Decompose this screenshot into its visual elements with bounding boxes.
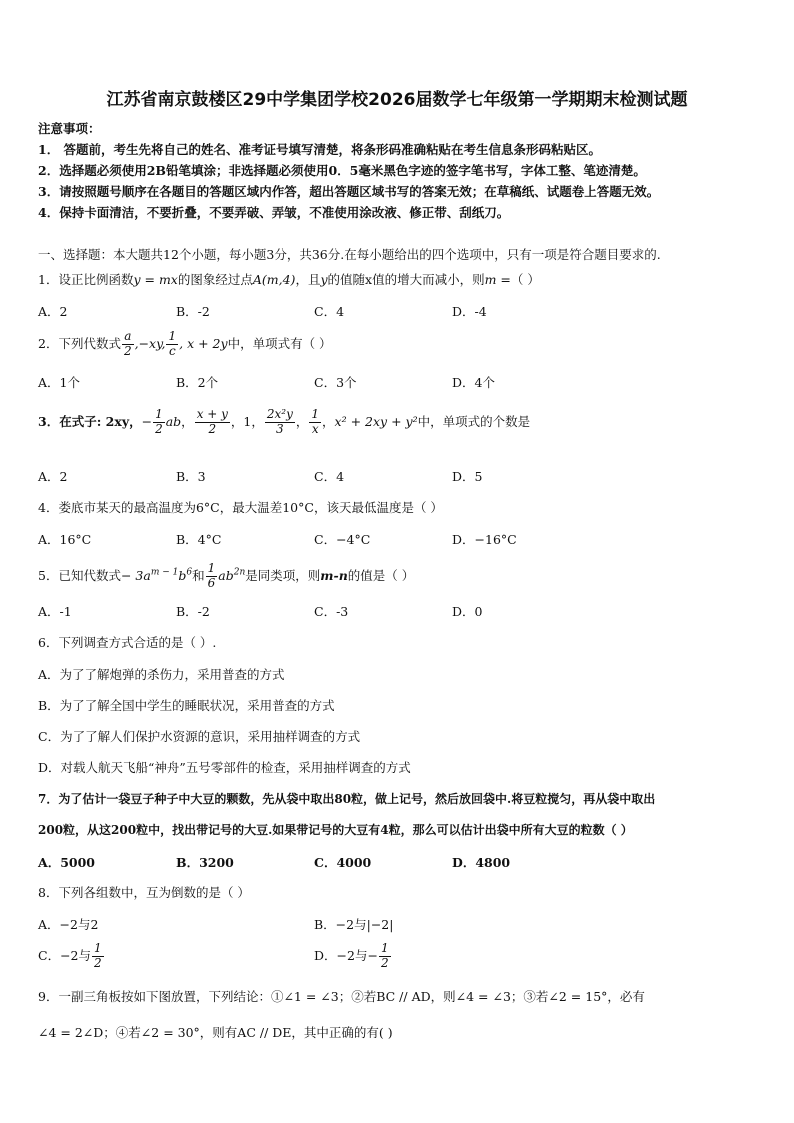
question-1	[38, 272, 540, 287]
option-a: A．2	[38, 304, 68, 319]
q2-text: 中，单项式有（ ）	[227, 335, 332, 351]
q5-text: 的值是（ ）	[347, 567, 415, 583]
q5-text: 5．已知代数式	[38, 567, 121, 583]
q2-fraction: $\frac{1}{c}$	[168, 329, 177, 358]
q1-var-y: y	[320, 272, 328, 287]
q3-sep: ，	[181, 413, 194, 429]
note-item: 3．请按照题号顺序在各题目的答题区域内作答，超出答题区域书写的答案无效；在草稿纸、试题卷上答题无效。	[38, 184, 660, 199]
option-a: A．-1	[38, 604, 72, 619]
question-4: 4．娄底市某天的最高温度为6°C，最大温差10°C，该天最低温度是（ ）	[38, 500, 443, 515]
question-6: 6．下列调查方式合适的是（ ）.	[38, 635, 217, 650]
question-5	[38, 562, 414, 591]
q3-sep: ，1，	[230, 413, 264, 429]
question-3	[38, 408, 530, 437]
note-item: 2．选择题必须使用2B铅笔填涂；非选择题必须使用0．5毫米黑色字迹的签字笔书写，字体工整、笔迹清楚。	[38, 163, 646, 178]
option-a: A．−2与2	[38, 917, 99, 932]
q5-fraction: $\frac{1}{6}$	[207, 561, 216, 590]
q3-fraction: $\frac{1}{x}$	[311, 407, 320, 436]
q1-text: ，且	[295, 272, 321, 287]
option-c	[38, 942, 105, 971]
q3-neg: −	[141, 413, 153, 429]
note-item: 4．保持卡面清洁，不要折叠，不要弄破、弄皱，不准使用涂改液、修正带、刮纸刀。	[38, 205, 510, 220]
q5-text: 是同类项，则	[245, 567, 321, 583]
option-a: A．为了了解炮弹的杀伤力，采用普查的方式	[38, 667, 285, 682]
question-7-line-1: 7．为了估计一袋豆子种子中大豆的颗数，先从袋中取出80粒，做上记号，然后放回袋中.将豆粒搅匀，再从袋中取出	[38, 792, 656, 806]
q3-fraction: $\frac{x + y}{2}$	[196, 407, 228, 436]
option-c-fraction: $\frac{1}{2}$	[94, 941, 102, 970]
q3-sep: ，	[322, 413, 335, 429]
q3-text: 3．在式子: 2xy，	[38, 413, 142, 429]
option-b: B．-2	[176, 304, 210, 319]
option-d: D．4个	[452, 375, 495, 390]
q5-expr: ab	[218, 567, 234, 583]
q1-var-m: m =	[484, 272, 511, 287]
q2-expr: , x + 2y	[179, 335, 228, 351]
q3-fraction: $\frac{\text{2x²y}}{3}$	[266, 407, 293, 436]
option-a: A．5000	[38, 855, 95, 870]
q2-text: 2．下列代数式	[38, 335, 121, 351]
option-b: B．-2	[176, 604, 210, 619]
option-d: D．0	[452, 604, 483, 619]
option-c: C．−4°C	[314, 532, 371, 547]
option-c: C．4	[314, 304, 345, 319]
option-c: C．4000	[314, 855, 372, 870]
option-b: B．3200	[176, 855, 234, 870]
option-d-fraction: $\frac{1}{2}$	[380, 941, 389, 970]
question-2	[38, 330, 332, 359]
option-b: B．4°C	[176, 532, 222, 547]
q5-mn: m-n	[320, 567, 348, 583]
q3-sep: ，	[295, 413, 309, 429]
option-b: B．2个	[176, 375, 219, 390]
q2-expr: ,−xy,	[134, 335, 166, 351]
question-8: 8．下列各组数中，互为倒数的是（ ）	[38, 885, 250, 900]
q5-expr: b	[178, 567, 187, 583]
option-b: B．−2与|−2|	[314, 917, 394, 932]
q3-expr: ab	[165, 413, 182, 429]
q3-fraction: $\frac{1}{2}$	[155, 407, 163, 436]
q1-text: 1．设正比例函数	[38, 272, 134, 287]
option-d: D．-4	[452, 304, 487, 319]
option-a: A．2	[38, 469, 68, 484]
option-c: C．3个	[314, 375, 357, 390]
q1-point: A(m,4)	[252, 272, 296, 287]
q1-text: 的值随x值的增大而减小，则	[327, 272, 485, 287]
q1-text: （ ）	[510, 272, 540, 287]
option-b: B．为了了解全国中学生的睡眠状况，采用普查的方式	[38, 698, 335, 713]
q5-exp: m − 1	[150, 567, 179, 578]
option-d-label: D．−2与−	[314, 947, 378, 963]
option-c: C．4	[314, 469, 345, 484]
q5-expr: − 3a	[120, 567, 151, 583]
option-c: C．-3	[314, 604, 349, 619]
option-a: A．1个	[38, 375, 80, 390]
question-9-line-2: ∠4 = 2∠D；④若∠2 = 30°，则有AC // DE，其中正确的有( )	[38, 1025, 393, 1040]
section-heading: 一、选择题：本大题共12个小题，每小题3分，共36分.在每小题给出的四个选项中，只有一项是符合题目要求的.	[38, 247, 661, 262]
q1-function: y = mx	[133, 272, 178, 287]
notes-heading: 注意事项：	[38, 121, 101, 136]
option-c-label: C．−2与	[38, 947, 91, 963]
q5-and: 和	[192, 567, 205, 583]
exam-title: 江苏省南京鼓楼区29中学集团学校2026届数学七年级第一学期期末检测试题	[106, 90, 688, 110]
question-7-line-2: 200粒，从这200粒中，找出带记号的大豆.如果带记号的大豆有4粒，那么可以估计出袋中所有大豆的粒数（ ）	[38, 823, 633, 837]
option-a: A．16°C	[38, 532, 92, 547]
q3-text: 中，单项式的个数是	[417, 413, 531, 429]
note-item: 1． 答题前，考生先将自己的姓名、准考证号填写清楚，将条形码准确粘贴在考生信息条形码粘贴区。	[38, 142, 602, 157]
option-b: B．3	[176, 469, 206, 484]
option-d: D．5	[452, 469, 483, 484]
question-9-line-1: 9．一副三角板按如下图放置，下列结论：①∠1 = ∠3；②若BC // AD，则∠4 = ∠3；③若∠2 = 15°，必有	[38, 989, 645, 1004]
option-d: D．4800	[452, 855, 511, 870]
option-d	[314, 942, 392, 971]
q2-fraction: $\frac{a}{2}$	[123, 329, 132, 358]
q1-text: 的图象经过点	[177, 272, 253, 287]
option-d: D．对载人航天飞船“神舟”五号零部件的检查，采用抽样调查的方式	[38, 760, 411, 775]
option-d: D．−16°C	[452, 532, 517, 547]
q5-exp: 2n	[233, 567, 246, 578]
q3-expr: x² + 2xy + y²	[334, 413, 418, 429]
q5-exp: 6	[186, 567, 193, 578]
option-c: C．为了了解人们保护水资源的意识，采用抽样调查的方式	[38, 729, 361, 744]
